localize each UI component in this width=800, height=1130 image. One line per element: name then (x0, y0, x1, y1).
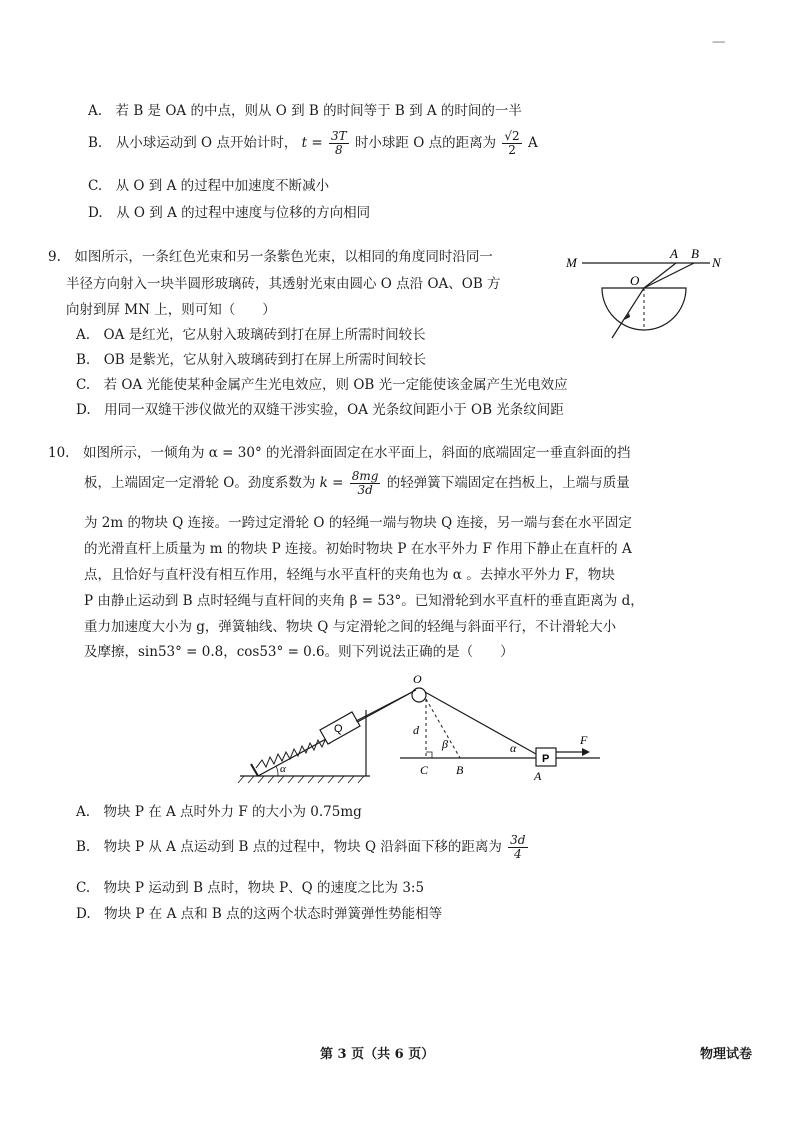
label-o: O (413, 672, 422, 686)
q9-stem-line-3: 向射到屏 MN 上，则可知（ ） (66, 302, 276, 318)
q8-option-b-middle: 时小球距 O 点的距离为 (354, 135, 497, 151)
fraction-numerator: 3T (331, 129, 347, 143)
incident-ray (612, 288, 644, 338)
q8-option-b-prefix: B. 从小球运动到 O 点开始计时， (88, 135, 298, 151)
label-alpha-incline: α (280, 763, 286, 775)
q10-line-2-suffix: 的轻弹簧下端固定在挡板上，上端与质量 (386, 475, 630, 491)
fraction-denominator: 2 (508, 143, 516, 157)
label-c: C (420, 763, 429, 777)
label-d: d (413, 723, 419, 737)
q10-stem-line-3: 为 2m 的物块 Q 连接。一跨过定滑轮 O 的轻绳一端与物块 Q 连接，另一端与套在水平固定 (84, 515, 632, 531)
q8-option-b (88, 130, 538, 157)
q10-stem-line-2 (84, 470, 630, 497)
label-n: N (712, 255, 721, 270)
ray-oa (644, 263, 676, 288)
label-alpha-rod: α (510, 741, 517, 755)
q10-option-b-text: B. 物块 P 从 A 点运动到 B 点的过程中，物块 Q 沿斜面下移的距离为 (76, 839, 502, 855)
q8-option-d: D. 从 O 到 A 的过程中速度与位移的方向相同 (88, 205, 371, 221)
q8-option-b-fraction (329, 130, 349, 157)
q10-option-b-fraction (508, 834, 527, 861)
q10-stem-line-5: 点，且恰好与直杆没有相互作用，轻绳与水平直杆的夹角也为 α 。去掉水平外力 F，物块 (84, 567, 615, 583)
force-f-arrow-icon (582, 748, 590, 756)
q9-option-c: C. 若 OA 光能使某种金属产生光电效应，则 OB 光一定能使该金属产生光电效应 (76, 377, 568, 393)
right-angle-mark (426, 752, 432, 758)
label-b: B (691, 246, 699, 261)
q9-stem-line-2: 半径方向射入一块半圆形玻璃砖，其透射光束由圆心 O 点沿 OA、OB 方 (66, 276, 501, 292)
q10-stem-line-1: 10. 如图所示，一倾角为 α = 30° 的光滑斜面固定在水平面上，斜面的底端固定一垂直斜面的挡 (48, 445, 631, 461)
page-corner-mark: — (712, 34, 726, 50)
q8-option-b-fraction-2 (502, 130, 521, 157)
q10-k-fraction (350, 470, 381, 497)
q10-option-c: C. 物块 P 运动到 B 点时，物块 P、Q 的速度之比为 3:5 (76, 880, 425, 896)
q10-stem-line-6: P 由静止运动到 B 点时轻绳与直杆间的夹角 β = 53°。已知滑轮到水平直杆的垂直距离为 d， (84, 593, 644, 609)
q10-k-label: k = (319, 475, 344, 491)
rope-to-q (356, 690, 416, 721)
q10-line-2-prefix: 板，上端固定一定滑轮 O。劲度系数为 (84, 475, 316, 491)
q10-option-a: A. 物块 P 在 A 点时外力 F 的大小为 0.75mg (76, 804, 362, 820)
incline-angle-arc (276, 766, 278, 776)
label-a: A (670, 246, 678, 261)
ray-ob (644, 263, 694, 288)
fraction-numerator: 3d (510, 833, 526, 847)
fraction-numerator: √2 (504, 129, 520, 143)
label-o: O (630, 273, 640, 288)
ground-hatching (238, 776, 364, 783)
label-b: B (456, 763, 464, 777)
label-f: F (580, 733, 588, 747)
stopper-plate (251, 764, 258, 776)
q8-option-a: A. 若 B 是 OA 的中点，则从 O 到 B 的时间等于 B 到 A 的时间的一半 (88, 103, 522, 119)
q10-figure (230, 668, 610, 790)
label-beta: β (442, 737, 448, 751)
label-p: P (542, 753, 550, 765)
q10-stem-line-4: 的光滑直杆上质量为 m 的物块 P 连接。初始时物块 P 在水平外力 F 作用下静止在直杆的 A (84, 541, 632, 557)
spring (256, 738, 330, 768)
q8-option-b-t: t = (301, 135, 323, 151)
fraction-numerator: 8mg (351, 469, 379, 483)
q10-option-b (76, 834, 530, 861)
q9-option-d: D. 用同一双缝干涉仪做光的双缝干涉实验，OA 光条纹间距小于 OB 光条纹间距 (76, 402, 564, 418)
fraction-denominator: 4 (514, 847, 522, 861)
q8-option-b-suffix: A (527, 135, 538, 151)
q9-stem-line-1: 9. 如图所示，一条红色光束和另一条紫色光束，以相同的角度同时沿同一 (48, 249, 493, 265)
fraction-denominator: 8 (335, 143, 343, 157)
q10-stem-line-7: 重力加速度大小为 g，弹簧轴线、物块 Q 与定滑轮之间的轻绳与斜面平行，不计滑轮大小 (84, 619, 617, 635)
q9-figure (560, 240, 730, 355)
subject-label: 物理试卷 (700, 1047, 753, 1062)
q10-stem-line-8: 及摩擦，sin53° = 0.8，cos53° = 0.6。则下列说法正确的是（ ） (84, 644, 514, 660)
q9-option-b: B. OB 是紫光，它从射入玻璃砖到打在屏上所需时间较长 (76, 352, 426, 368)
label-m: M (566, 255, 577, 270)
q9-option-a: A. OA 是红光，它从射入玻璃砖到打在屏上所需时间较长 (76, 327, 426, 343)
label-q: Q (334, 723, 343, 735)
q8-option-c: C. 从 O 到 A 的过程中加速度不断减小 (88, 178, 330, 194)
q10-option-d: D. 物块 P 在 A 点和 B 点的这两个状态时弹簧弹性势能相等 (76, 906, 443, 922)
page-number: 第 3 页（共 6 页） (320, 1047, 435, 1062)
fraction-denominator: 3d (357, 483, 373, 497)
label-a: A (534, 769, 542, 783)
pulley-o (412, 688, 426, 702)
